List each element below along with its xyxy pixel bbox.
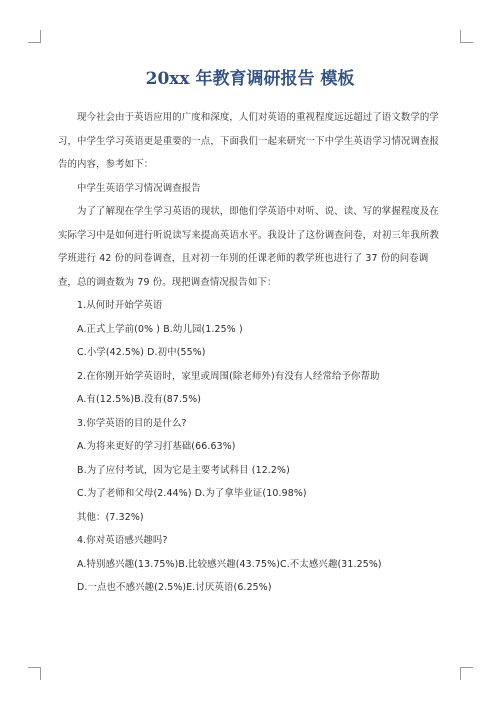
body-paragraph: 为了了解现在学生学习英语的现状，即他们学英语中对听、说、读、写的掌握程度及在实际学习中是如何进行听说读写来提高英语水平。我设计了这份调查问卷，对初三年我所教学班进行 42 份的问卷调查，且对初一年别的任课老师的教学班也进行了 37 份的问卷调查，总的调查数为 79 份。现把调查情况报告如下： (58, 206, 440, 288)
document-title: 20xx 年教育调研报告 模板 (145, 69, 355, 89)
survey-line: C.为了老师和父母(2.44%) D.为了拿毕业证(10.98%) (77, 488, 307, 499)
survey-line: 1.从何时开始学英语 (77, 300, 163, 311)
survey-questions (58, 294, 442, 600)
survey-line: A.有(12.5%)B.没有(87.5%) (77, 394, 202, 405)
page-corner-mark-top-left (28, 30, 41, 43)
survey-line: B.为了应付考试，因为它是主要考试科目 (12.2%) (77, 464, 290, 476)
page-corner-mark-top-right (460, 30, 473, 43)
survey-line: D.一点也不感兴趣(2.5%)E.讨厌英语(6.25%) (77, 582, 272, 593)
survey-line: 其他：(7.32%) (77, 511, 144, 523)
survey-line: A.正式上学前(0% ) B.幼儿园(1.25% ) (77, 323, 243, 335)
survey-line: A.特别感兴趣(13.75%)B.比较感兴趣(43.75%)C.不太感兴趣(31.25%) (77, 558, 382, 570)
page-corner-mark-bottom-left (28, 667, 41, 680)
survey-line: 4.你对英语感兴趣吗? (77, 535, 168, 546)
document-body (58, 106, 442, 600)
intro-paragraph: 现今社会由于英语应用的广度和深度，人们对英语的重视程度远远超过了语文数学的学习，中学生学习英语更是重要的一点，下面我们一起来研究一下中学生英语学习情况调查报告的内容，参考如下： (58, 112, 440, 170)
survey-line: C.小学(42.5%) D.初中(55%) (77, 347, 206, 358)
report-subtitle: 中学生英语学习情况调查报告 (77, 182, 201, 194)
survey-line: 3.你学英语的目的是什么? (77, 417, 187, 429)
survey-line: 2.在你刚开始学英语时，家里或周围(除老师外)有没有人经常给予你帮助 (77, 370, 380, 382)
survey-line: A.为将来更好的学习打基础(66.63%) (77, 441, 236, 452)
page-corner-mark-bottom-right (460, 667, 473, 680)
